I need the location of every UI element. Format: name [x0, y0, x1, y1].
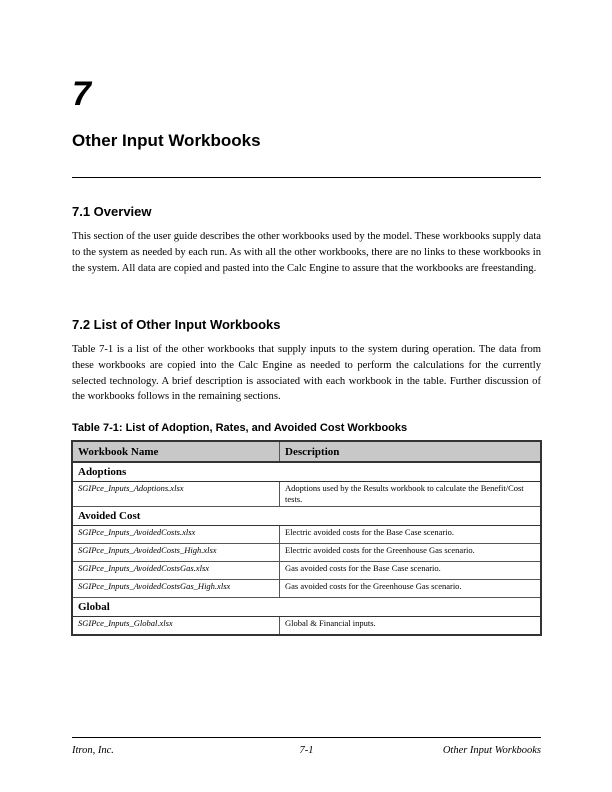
description-cell: Electric avoided costs for the Greenhouse Gas scenario.: [280, 544, 542, 562]
table-row: [72, 580, 541, 598]
table-row: [72, 562, 541, 580]
description-cell: Gas avoided costs for the Base Case scenario.: [280, 562, 542, 580]
group-label: Avoided Cost: [72, 507, 541, 526]
table-row: [72, 617, 541, 636]
table-row: [72, 526, 541, 544]
footer-divider: [72, 737, 541, 738]
workbook-name-cell: SGIPce_Inputs_Global.xlsx: [72, 617, 280, 636]
group-row-avoided-cost: [72, 507, 541, 526]
group-label: Global: [72, 598, 541, 617]
overview-paragraph: This section of the user guide describes the other workbooks used by the model. These workbooks supply data to the system as needed by each run. As with all the other workbooks, there are no links to these workbooks in the system. All data are copied and pasted into the Calc Engine to assure that the workbooks are freestanding.: [72, 231, 541, 274]
section-heading-list: 7.2 List of Other Input Workbooks: [72, 317, 281, 332]
footer-chapter-title: Other Input Workbooks: [442, 745, 541, 756]
group-row-adoptions: [72, 462, 541, 482]
section-heading-overview: 7.1 Overview: [72, 204, 152, 219]
workbook-name-cell: SGIPce_Inputs_Adoptions.xlsx: [72, 482, 280, 507]
table-header-row: [72, 441, 541, 462]
table-row: [72, 482, 541, 507]
description-cell: Adoptions used by the Results workbook to calculate the Benefit/Cost tests.: [280, 482, 542, 507]
group-label: Adoptions: [72, 462, 541, 482]
group-row-global: [72, 598, 541, 617]
chapter-title: Other Input Workbooks: [72, 131, 261, 150]
description-cell: Electric avoided costs for the Base Case scenario.: [280, 526, 542, 544]
column-header-workbook-name: Workbook Name: [72, 441, 280, 462]
workbook-name-cell: SGIPce_Inputs_AvoidedCosts_High.xlsx: [72, 544, 280, 562]
workbook-name-cell: SGIPce_Inputs_AvoidedCosts.xlsx: [72, 526, 280, 544]
description-cell: Global & Financial inputs.: [280, 617, 542, 636]
chapter-number: 7: [72, 75, 91, 113]
footer-page-number: 7-1: [299, 745, 314, 756]
workbooks-table: [71, 440, 542, 636]
list-paragraph: Table 7-1 is a list of the other workbooks that supply inputs to the system during operation. The data from these workbooks are copied into the Calc Engine as needed to perform the calculations for the currently selected technology. A brief description is associated with each workbook in the table. Further discussion of the workbooks follows in the remaining sections.: [72, 344, 541, 403]
chapter-divider: [72, 177, 541, 178]
footer-company: Itron, Inc.: [72, 745, 114, 756]
table-row: [72, 544, 541, 562]
description-cell: Gas avoided costs for the Greenhouse Gas scenario.: [280, 580, 542, 598]
workbook-name-cell: SGIPce_Inputs_AvoidedCostsGas_High.xlsx: [72, 580, 280, 598]
column-header-description: Description: [280, 441, 542, 462]
workbook-name-cell: SGIPce_Inputs_AvoidedCostsGas.xlsx: [72, 562, 280, 580]
table-caption: Table 7-1: List of Adoption, Rates, and Avoided Cost Workbooks: [72, 422, 408, 434]
